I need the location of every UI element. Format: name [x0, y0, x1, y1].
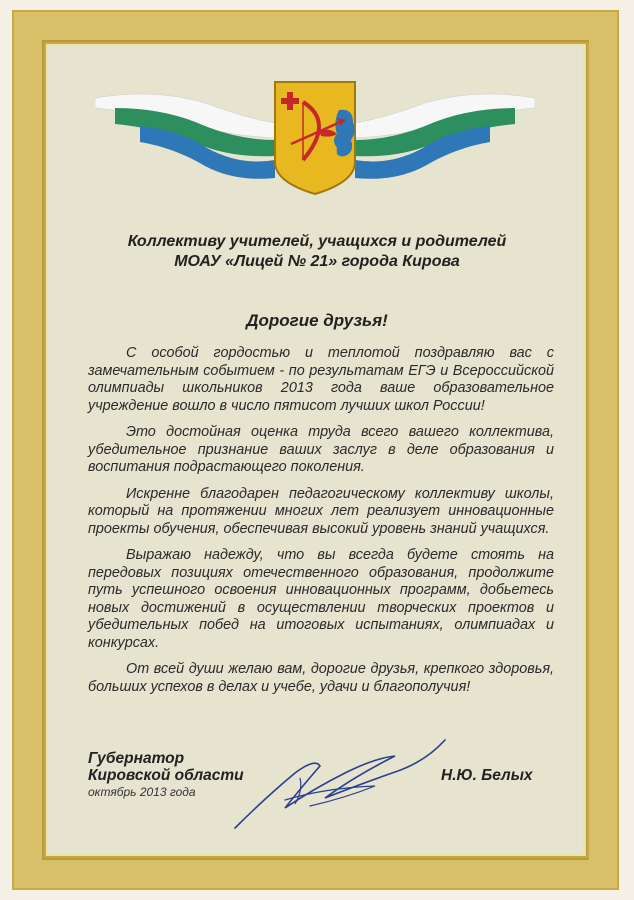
kirov-coat-of-arms-icon [95, 78, 535, 198]
signature-icon [225, 728, 455, 838]
addressee-line-1: Коллективу учителей, учащихся и родителей [127, 233, 507, 250]
letter-date: октябрь 2013 года [88, 785, 196, 799]
letter-body [88, 345, 554, 705]
paragraph-2: Это достойная оценка труда всего вашего коллектива, убедительное признание ваших заслуг в деле образования и воспитания подрастающего поколения. [88, 424, 554, 475]
addressee-block [60, 232, 574, 272]
signatory-name: Н.Ю. Белых [441, 767, 533, 784]
paragraph-3: Искренне благодарен педагогическому коллективу школы, который на протяжении многих лет реализует инновационные проекты обучения, обеспечивая высокий уровень знаний учащихся. [88, 485, 554, 537]
emblem-header [95, 78, 535, 198]
signatory-title-line-2: Кировской области [88, 767, 244, 784]
paragraph-5: От всей души желаю вам, дорогие друзья, крепкого здоровья, больших успехов в делах и учебе, удачи и благополучия! [88, 661, 554, 695]
addressee-line-2: МОАУ «Лицей № 21» города Кирова [174, 253, 460, 270]
greeting: Дорогие друзья! [246, 311, 388, 330]
paragraph-4: Выражаю надежду, что вы всегда будете стоять на передовых позициях отечественного образования, продолжите путь успешного освоения инновационных программ, добьетесь новых достижений в осуществлении творческих проектов и убедительных побед на итоговых испытаниях, олимпиадах и конкурсах. [88, 547, 554, 651]
signatory-title [88, 750, 244, 784]
signatory-title-line-1: Губернатор [88, 750, 185, 767]
paragraph-1: С особой гордостью и теплотой поздравляю вас с замечательным событием - по результатам ЕГЭ и Всероссийской олимпиады школьников 2013 года ваше образовательное учреждение вошло в число пятисот лучших школ России! [88, 345, 554, 414]
